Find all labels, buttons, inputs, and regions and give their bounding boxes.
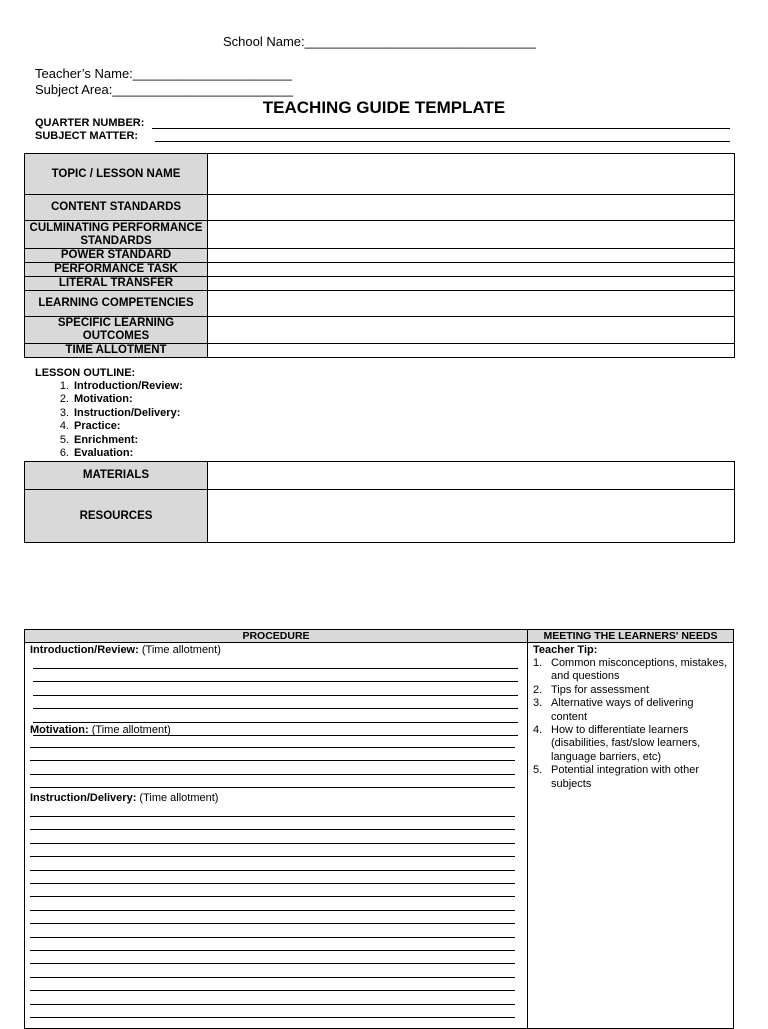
lesson-info-table xyxy=(24,153,735,358)
writing-line xyxy=(30,963,515,964)
section-instruction: Instruction/Delivery: (Time allotment) xyxy=(30,792,219,804)
row-value-performance-task[interactable] xyxy=(208,263,735,277)
writing-line xyxy=(30,856,515,857)
school-name-field: School Name:________________________________ xyxy=(223,34,537,49)
resources-label: RESOURCES xyxy=(25,490,208,543)
procedure-header: PROCEDURE xyxy=(242,630,310,642)
column-divider xyxy=(527,630,528,1028)
lesson-outline xyxy=(35,366,183,460)
list-item: 3. Alternative ways of delivering content xyxy=(533,697,694,723)
procedure-table xyxy=(24,629,734,1029)
writing-line xyxy=(30,774,515,775)
subject-area-field: Subject Area:_________________________ xyxy=(35,82,294,97)
row-value-power-standard[interactable] xyxy=(208,249,735,263)
list-item: 4. How to differentiate learners (disabilities, fast/slow learners, language barriers, etc) xyxy=(533,724,701,763)
list-item: 3. Instruction/Delivery: xyxy=(59,406,181,419)
writing-line xyxy=(30,747,515,748)
writing-line xyxy=(30,829,515,830)
list-item: 1. Common misconceptions, mistakes, and questions xyxy=(533,657,728,683)
writing-line xyxy=(30,1004,515,1005)
writing-line xyxy=(33,708,518,709)
writing-line xyxy=(30,896,515,897)
list-item: 2. Tips for assessment xyxy=(533,683,650,696)
page-title: TEACHING GUIDE TEMPLATE xyxy=(262,98,506,117)
writing-line xyxy=(33,681,518,682)
writing-line xyxy=(30,843,515,844)
writing-line xyxy=(30,816,515,817)
row-label-content-standards: CONTENT STANDARDS xyxy=(25,195,208,221)
writing-line xyxy=(30,950,515,951)
quarter-number-label: QUARTER NUMBER: xyxy=(35,117,145,129)
row-label-learning-competencies: LEARNING COMPETENCIES xyxy=(25,291,208,317)
row-value-specific-outcomes[interactable] xyxy=(208,317,735,344)
writing-line xyxy=(30,923,515,924)
list-item: 4. Practice: xyxy=(59,420,121,433)
row-label-topic: TOPIC / LESSON NAME xyxy=(25,154,208,195)
row-label-culminating: CULMINATING PERFORMANCE STANDARDS xyxy=(25,221,208,249)
resources-value[interactable] xyxy=(208,490,735,543)
section-introduction: Introduction/Review: (Time allotment) xyxy=(30,644,221,656)
writing-line xyxy=(30,910,515,911)
lesson-outline-title: LESSON OUTLINE: xyxy=(35,367,136,379)
materials-table xyxy=(24,461,735,543)
learners-needs-header: MEETING THE LEARNERS' NEEDS xyxy=(543,630,718,642)
writing-line xyxy=(30,937,515,938)
writing-line xyxy=(30,883,515,884)
writing-line xyxy=(30,870,515,871)
writing-line xyxy=(33,695,518,696)
list-item: 5. Potential integration with other subjects xyxy=(533,764,699,790)
row-label-time-allotment: TIME ALLOTMENT xyxy=(25,344,208,358)
list-item: 2. Motivation: xyxy=(59,393,133,406)
writing-line xyxy=(30,1017,515,1018)
row-value-culminating[interactable] xyxy=(208,221,735,249)
row-value-content-standards[interactable] xyxy=(208,195,735,221)
writing-line xyxy=(33,668,518,669)
writing-line xyxy=(30,990,515,991)
row-label-power-standard: POWER STANDARD xyxy=(25,249,208,263)
list-item: 1. Introduction/Review: xyxy=(59,380,183,392)
teacher-name-field: Teacher’s Name:______________________ xyxy=(35,66,292,81)
writing-line xyxy=(30,977,515,978)
row-value-literal-transfer[interactable] xyxy=(208,277,735,291)
row-value-time-allotment[interactable] xyxy=(208,344,735,358)
teacher-tip-title: Teacher Tip: xyxy=(533,644,598,656)
writing-line xyxy=(30,787,515,788)
row-label-performance-task: PERFORMANCE TASK xyxy=(25,263,208,277)
list-item: 5. Enrichment: xyxy=(59,433,139,446)
writing-line xyxy=(30,760,515,761)
subject-matter-line xyxy=(155,141,730,142)
materials-label: MATERIALS xyxy=(25,462,208,490)
quarter-number-line xyxy=(152,128,730,129)
writing-line xyxy=(33,722,518,723)
row-value-topic[interactable] xyxy=(208,154,735,195)
teacher-tip xyxy=(533,644,731,791)
row-label-literal-transfer: LITERAL TRANSFER xyxy=(25,277,208,291)
subject-matter-label: SUBJECT MATTER: xyxy=(35,130,139,142)
materials-value[interactable] xyxy=(208,462,735,490)
row-value-learning-competencies[interactable] xyxy=(208,291,735,317)
list-item: 6. Evaluation: xyxy=(59,446,134,459)
row-label-specific-outcomes: SPECIFIC LEARNING OUTCOMES xyxy=(25,317,208,344)
section-motivation: Motivation: (Time allotment) xyxy=(30,724,171,736)
